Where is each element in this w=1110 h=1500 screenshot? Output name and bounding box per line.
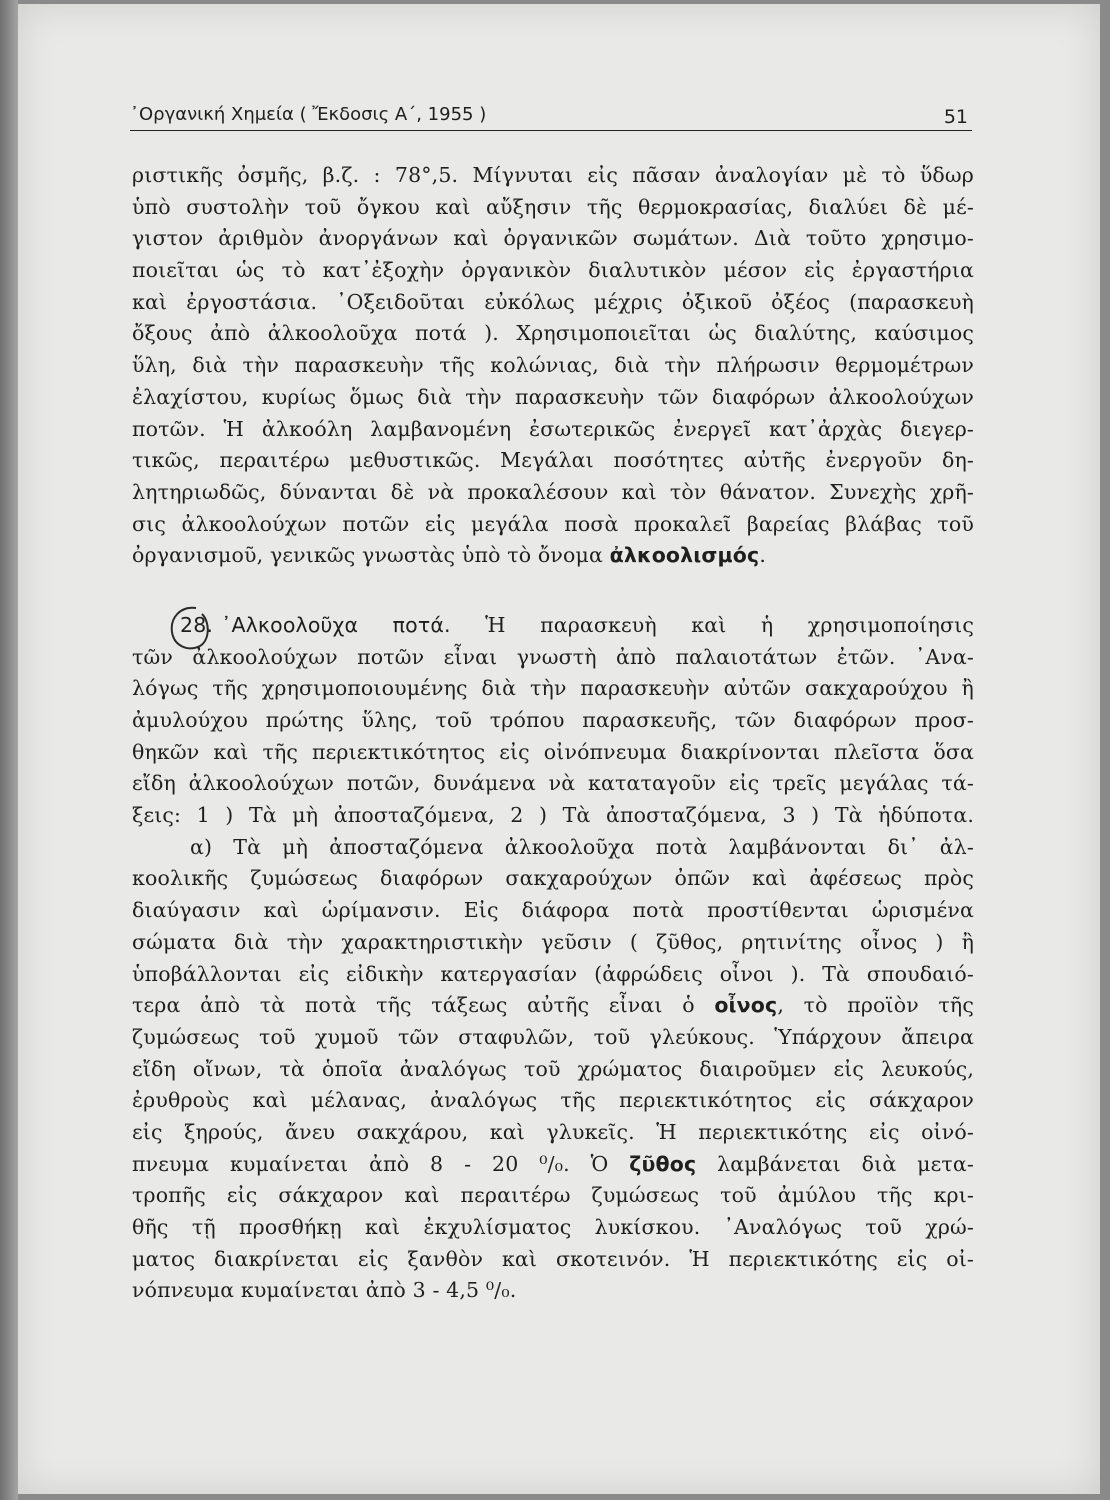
section-heading-line bbox=[132, 610, 974, 642]
text-line: ριστικῆς ὀσμῆς, β.ζ. : 78°,5. Μίγνυται εἰς πᾶσαν ἀναλογίαν μὲ τὸ ὕδωρ bbox=[132, 163, 974, 187]
text-line: σις ἀλκοολούχων ποτῶν εἰς μεγάλα ποσὰ προκαλεῖ βαρείας βλάβας τοῦ bbox=[132, 511, 974, 536]
text-line: τικῶς, περαιτέρω μεθυστικῶς. Μεγάλαι ποσότητες αὐτῆς ἐνεργοῦν δη- bbox=[132, 448, 974, 473]
text-fragment: . bbox=[759, 543, 766, 568]
text-line: λόγως τῆς χρησιμοποιουμένης διὰ τὴν παρασκευὴν αὐτῶν σακχαρούχου ἢ bbox=[132, 676, 974, 701]
text-line: θηκῶν καὶ τῆς περιεκτικότητος εἰς οἰνόπνευμα διακρίνονται πλεῖστα ὅσα bbox=[132, 739, 974, 764]
text-line: λητηριωδῶς, δύνανται δὲ νὰ προκαλέσουν καὶ τὸν θάνατον. Συνεχὴς χρῆ- bbox=[132, 479, 974, 504]
text-line: ποιεῖται ὡς τὸ κατ᾿ἐξοχὴν ὀργανικὸν διαλυτικὸν μέσον εἰς ἐργαστήρια bbox=[132, 258, 974, 283]
text-fragment: πνευμα κυμαίνεται ἀπὸ 8 - 20 ⁰/₀. Ὁ bbox=[132, 1151, 630, 1176]
text-line: κοολικῆς ζυμώσεως διαφόρων σακχαρούχων ὀπῶν καὶ ἀφέσεως πρὸς bbox=[132, 866, 974, 891]
keyword-wine: οἶνος bbox=[714, 993, 778, 1018]
text-fragment: ὀργανισμοῦ, γενικῶς γνωστὰς ὑπὸ τὸ ὄνομα bbox=[132, 543, 610, 568]
text-line: ἐλαχίστου, κυρίως ὅμως διὰ τὴν παρασκευὴν τῶν διαφόρων ἀλκοολούχων bbox=[132, 384, 974, 409]
section-number: 28. bbox=[180, 612, 214, 637]
text-line: καὶ ἐργοστάσια. ᾿Οξειδοῦται εὐκόλως μέχρις ὀξικοῦ ὀξέος (παρασκευὴ bbox=[132, 289, 974, 314]
text-line: τροπῆς εἰς σάκχαρον καὶ περαιτέρω ζυμώσεως τοῦ ἀμύλου τῆς κρι- bbox=[132, 1183, 974, 1208]
text-line: διαύγασιν καὶ ὡρίμανσιν. Εἰς διάφορα ποτὰ προστίθενται ὡρισμένα bbox=[132, 898, 974, 923]
text-line: ὑποβάλλονται εἰς εἰδικὴν κατεργασίαν (ἀφρώδεις οἶνοι ). Τὰ σπουδαιό- bbox=[132, 961, 974, 986]
text-line: ἀμυλούχου πρώτης ὕλης, τοῦ τρόπου παρασκευῆς, τῶν διαφόρων προσ- bbox=[132, 708, 974, 732]
text-fragment: , τὸ προϊὸν τῆς bbox=[777, 993, 974, 1018]
scan-edge bbox=[0, 0, 18, 1500]
running-title: ᾿Οργανική Χημεία ( Ἔκδοσις Α΄, 1955 ) bbox=[130, 104, 487, 125]
text-line: εἰς ξηρούς, ἄνευ σακχάρου, καὶ γλυκεῖς. Ἡ περιεκτικότης εἰς οἰνό- bbox=[132, 1119, 974, 1144]
text-line bbox=[132, 990, 974, 1022]
text-fragment: λαμβάνεται διὰ μετα- bbox=[696, 1151, 974, 1176]
text-line: ποτῶν. Ἡ ἀλκοόλη λαμβανομένη ἐσωτερικῶς ἐνεργεῖ κατ᾿ἀρχὰς διεγερ- bbox=[132, 416, 974, 441]
text-line: εἴδη οἴνων, τὰ ὁποῖα ἀναλόγως τοῦ χρώματος διαιροῦμεν εἰς λευκούς, bbox=[132, 1056, 974, 1081]
text-line: ὕλη, διὰ τὴν παρασκευὴν τῆς κολώνιας, διὰ τὴν πλήρωσιν θερμομέτρων bbox=[132, 353, 974, 378]
section-title: ᾿Αλκοολοῦχα ποτά. bbox=[221, 612, 451, 637]
subsection-a-first-line: α) Τὰ μὴ ἀποσταζόμενα ἀλκοολοῦχα ποτὰ λαμβάνονται δι᾿ ἀλ- bbox=[190, 834, 974, 859]
page-number: 51 bbox=[943, 106, 968, 128]
text-line: θῆς τῇ προσθήκῃ καὶ ἐκχυλίσματος λυκίσκου. ᾿Αναλόγως τοῦ χρώ- bbox=[132, 1215, 974, 1239]
text-fragment: τερα ἀπὸ τὰ ποτὰ τῆς τάξεως αὐτῆς εἶναι ὁ bbox=[132, 993, 715, 1018]
text-line: ξεις: 1 ) Τὰ μὴ ἀποσταζόμενα, 2 ) Τὰ ἀποσταζόμενα, 3 ) Τὰ ἡδύποτα. bbox=[132, 803, 974, 828]
keyword-beer: ζῦθος bbox=[629, 1151, 697, 1176]
text-line: σώματα διὰ τὴν χαρακτηριστικὴν γεῦσιν ( ζῦθος, ρητινίτης οἶνος ) ἢ bbox=[132, 929, 974, 954]
text-line: ζυμώσεως τοῦ χυμοῦ τῶν σταφυλῶν, τοῦ γλεύκους. Ὑπάρχουν ἄπειρα bbox=[132, 1024, 974, 1049]
text-line: ὑπὸ συστολὴν τοῦ ὄγκου καὶ αὔξησιν τῆς θερμοκρασίας, διαλύει δὲ μέ- bbox=[132, 194, 974, 219]
page-body bbox=[132, 160, 974, 1307]
text-line: τῶν ἀλκοολούχων ποτῶν εἶναι γνωστὴ ἀπὸ παλαιοτάτων ἐτῶν. ᾿Ανα- bbox=[132, 644, 974, 669]
text-line: ὄξους ἀπὸ ἀλκοολοῦχα ποτά ). Χρησιμοποιεῖται ὡς διαλύτης, καύσιμος bbox=[132, 321, 974, 346]
text-line bbox=[132, 540, 974, 572]
text-line: νόπνευμα κυμαίνεται ἀπὸ 3 - 4,5 ⁰/₀. bbox=[132, 1278, 517, 1303]
text-line: ματος διακρίνεται εἰς ξανθὸν καὶ σκοτεινόν. Ἡ περιεκτικότης εἰς οἰ- bbox=[132, 1246, 974, 1271]
page-header bbox=[130, 98, 972, 131]
keyword-alcoholism: ἀλκοολισμός bbox=[609, 543, 760, 568]
text-line: γιστον ἀριθμὸν ἀνοργάνων καὶ ὀργανικῶν σωμάτων. Διὰ τοῦτο χρησιμο- bbox=[132, 226, 974, 251]
text-fragment: Ἡ παρασκευὴ καὶ ἡ χρησιμοποίησις bbox=[485, 612, 974, 637]
text-line: εἴδη ἀλκοολούχων ποτῶν, δυνάμενα νὰ καταταγοῦν εἰς τρεῖς μεγάλας τά- bbox=[132, 771, 974, 796]
text-line: ἐρυθροὺς καὶ μέλανας, ἀναλόγως τῆς περιεκτικότητος εἰς σάκχαρον bbox=[132, 1088, 974, 1113]
text-line bbox=[132, 1149, 974, 1181]
